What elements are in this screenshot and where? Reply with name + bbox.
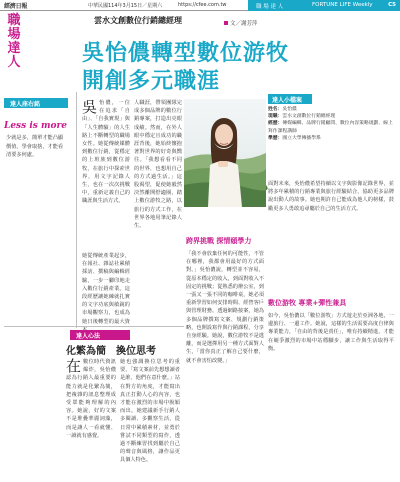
- tip-dropcap: 在: [66, 357, 82, 375]
- article-subtitle: 雲水文創數位行銷總經理: [94, 16, 182, 25]
- motto-text: 少就是多，簡單才能凸顯價值，學會取捨，才能看清要多何處。: [6, 135, 64, 159]
- issue-date: 中華民國114年3月15日／星期六: [88, 3, 163, 9]
- profile-tab: 達人小檔案: [268, 94, 312, 104]
- column-title: 職場達人: [7, 13, 21, 70]
- section-bar: [248, 0, 400, 11]
- article-column-4: 面對未來，吳怡儂希望持續以文字與影像記錄世界，並將多年累積的行銷專業與旅行經驗結合，協助更多品牌說出動人的故事。她也期許自己能成為他人的榜樣，鼓勵更多人勇敢追尋屬於自己的生活方式。: [268, 181, 394, 212]
- section-name: 職 場 達 人: [256, 4, 284, 10]
- page-number: C5: [388, 2, 396, 8]
- profile-title: 雲水文創數位行銷總經理: [282, 114, 336, 120]
- tip-title: 化繁為簡 換位思考: [66, 346, 156, 357]
- article-column-1: 吳怡儂，一位在追求「自由」、「自我實現」與「人生體驗」的人生路上不斷轉型的職場女性。她從傳統媒體到數位行銷，從穩定的上班族到數位游牧，在旅行中探索世界，用文字記錄人生，也在一次次挑戰中，重新定義自己的職涯與生活方式。: [82, 98, 130, 205]
- subhead-nomad: 數位游牧 專業+彈性兼具: [268, 299, 347, 307]
- headline-line-2: 開創多元職涯: [82, 68, 221, 94]
- motto-label: 達人座右銘: [10, 101, 41, 108]
- divider: [4, 326, 184, 327]
- article-column-3: 「我不會放棄任何的可能性，不管在哪裡，我都會用最好的方式面對。」吳怡儂說，轉型並不容易，從原本穩定的收入，到面對收入不固定的挑戰；從熟悉的辦公室，到一張又一張不同的咖啡桌，她必須重新學習如何安排時間、經營客戶與管理財務。透過網路接案，她為多個品牌撰寫文案、規劃行銷策略，也開設寫作與行銷課程，分享自身經驗。她說，數位游牧不是逃離，而是選擇用另一種方式面對人生，「當你真正了解自己要什麼，就不會害怕改變。」: [186, 251, 264, 364]
- motto-bar: [4, 98, 68, 108]
- portrait-photo: [184, 99, 266, 207]
- tip-tab: 達人心法: [70, 330, 130, 340]
- profile-box: [268, 94, 394, 176]
- article-dropcap: 吳: [82, 98, 98, 116]
- tip-column-1: 在數位時代資訊爆炸，吳怡儂認為行銷人最重要的能力就是化繁為簡，把複雜的訊息整理成受眾能夠理解的內容。她說，好的文案不是堆疊華麗詞藻，而是讓人一看就懂、一讀就有感覺。: [66, 357, 116, 439]
- newspaper-logo: 經濟日報: [4, 3, 28, 10]
- article-column-2: 人職涯，帶領團隊完成多個品牌的數位行銷專案，打造出亮眼成績。然而，在外人眼中穩定且成功的職涯背後，她始終懷抱著對世界的好奇與嚮往。「我想看看不同的世界，也想用自己的方式過生活。」這股渴望，促使她毅然決然離開舒適圈，踏上數位游牧之路，以旅行的方式工作，在世界各地用筆記錄人生。: [134, 100, 182, 230]
- profile-education: 國立大學傳播學系: [282, 135, 321, 141]
- tip-column-2: 她也強調換位思考的重要，「寫文案前先想想讀者是誰、他們在意什麼。」站在對方的角度，才能寫出真正打動人心的內容，也才能在激烈的市場中脫穎而出。她建議新手行銷人多閱讀、多觀察生活，從日常中累積素材，並勇於嘗試不同類型的寫作，透過不斷練習找到屬於自己的聲音與風格，讓作品更具個人特色。: [120, 359, 180, 464]
- profile-experience: 傳媒編輯、品牌行銷顧問、數位內容策略規劃、線上寫作課程講師: [268, 121, 393, 134]
- divider: [76, 92, 77, 328]
- section-english: FORTUNE LIFE Weekly: [312, 2, 373, 8]
- headline-line-1: 吳怡儂轉型數位游牧: [82, 40, 290, 66]
- author-credit: 文／謝芳萍: [224, 19, 258, 27]
- article-column-1b: 她從傳統產業起步，在報社、雜誌社累積採訪、撰稿與編輯經驗，一步一腳印地走入數位行銷產業。這段經歷讓她練就扎實的文字功底與敏銳的市場觀察力，也成為她日後轉型的最大資: [82, 253, 130, 325]
- profile-name: 吳怡儂: [282, 107, 297, 112]
- motto-quote: Less is more: [4, 121, 67, 131]
- profile-details: 姓名：吳怡儂 現職：雲水文創數位行銷總經理 經歷：傳媒編輯、品牌行銷顧問、數位內容策略規劃、線上寫作課程講師 學歷：國立大學傳播學系: [268, 107, 393, 141]
- subhead-career: 跨界挑戰 探情頤學力: [186, 237, 252, 245]
- page-header: [0, 0, 400, 11]
- site-url[interactable]: https://cfee.com.tw: [178, 2, 227, 8]
- article-column-5: 如今，吳怡儂以「數位游牧」方式遊走於亞洲各地，一邊旅行、一邊工作。她說，這樣的生活需要高度自律與專業能力，「自由的背後是責任」，唯有持續精進，才能在競爭激烈的市場中站穩腳步，讓工作與生活取得平衡。: [268, 313, 394, 352]
